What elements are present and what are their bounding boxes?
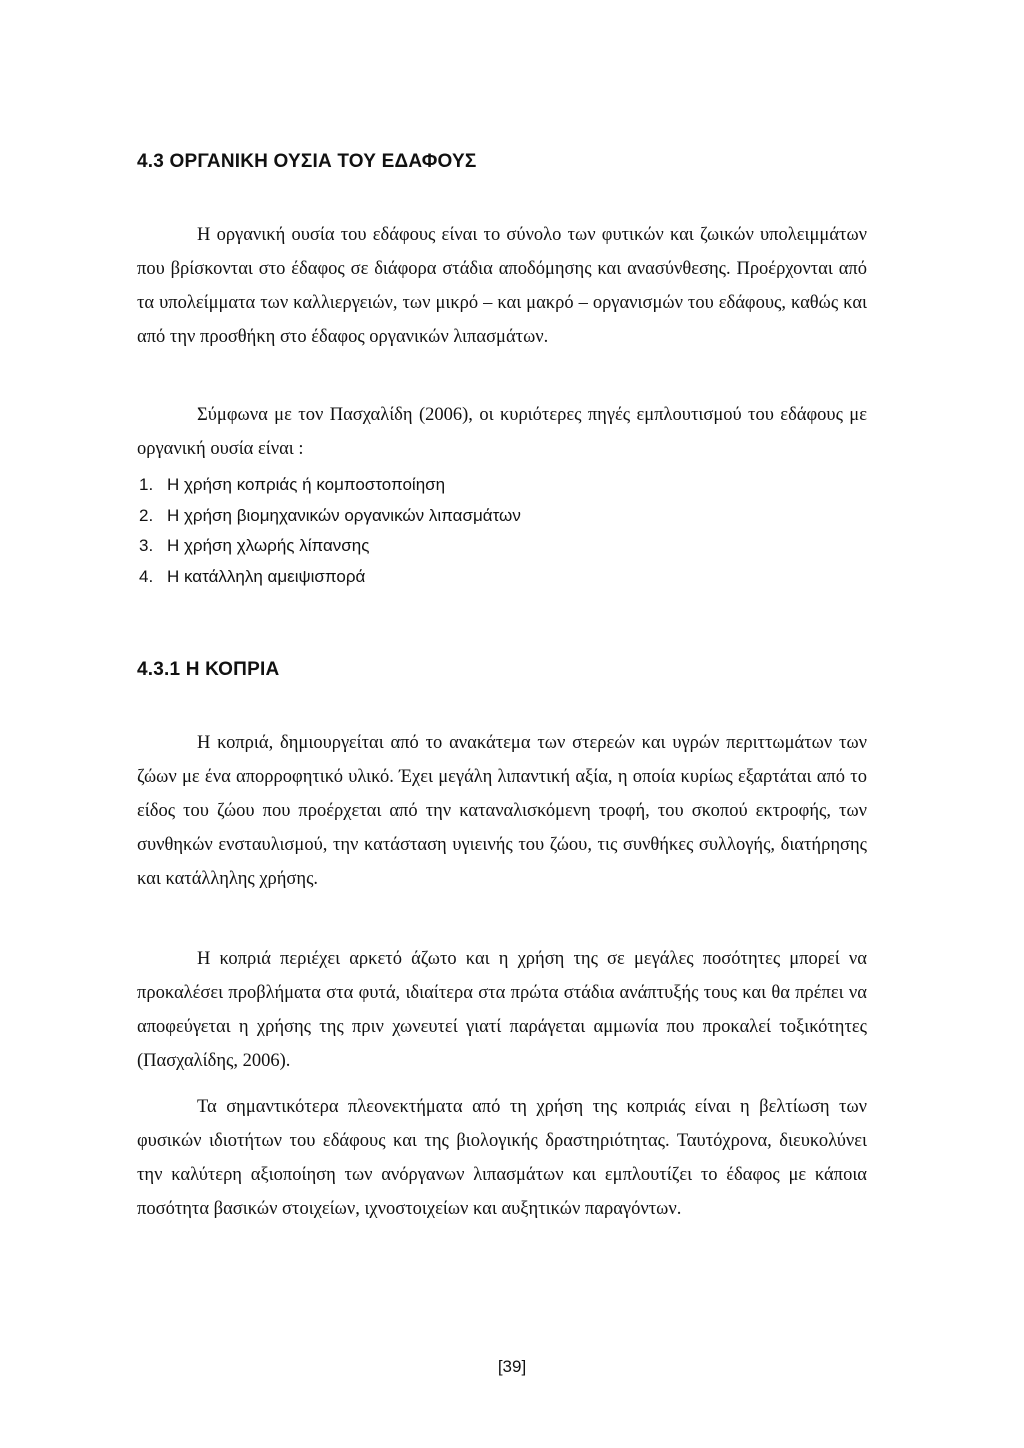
manure-paragraph-2: Η κοπριά περιέχει αρκετό άζωτο και η χρήση της σε μεγάλες ποσότητες μπορεί να προκαλέσει προβλήματα στα φυτά, ιδιαίτερα στα πρώτα στάδια ανάπτυξής τους και θα πρέπει να αποφεύγεται η χρήσης της πριν χωνευτεί γιατί παράγεται αμμωνία που προκαλεί τοξικότητες (Πασχαλίδης, 2006).: [137, 949, 867, 1071]
manure-paragraph-3: Τα σημαντικότερα πλεονεκτήματα από τη χρήση της κοπριάς είναι η βελτίωση των φυσικών ιδιοτήτων του εδάφους και της βιολογικής δραστηριότητας. Ταυτόχρονα, διευκολύνει την καλύτερη αξιοποίηση των ανόργανων λιπασμάτων και εμπλουτίζει το έδαφος με κάποια ποσότητα βασικών στοιχείων, ιχνοστοιχείων και αυξητικών παραγόντων.: [137, 1097, 867, 1219]
list-item: 4. Η κατάλληλη αμειψισπορά: [139, 566, 366, 586]
manure-paragraph-1: Η κοπριά, δημιουργείται από το ανακάτεμα των στερεών και υγρών περιττωμάτων των ζώων με ένα απορροφητικό υλικό. Έχει μεγάλη λιπαντική αξία, η οποία κυρίως εξαρτάται από το είδος του ζώου που προέρχεται από την καταναλισκόμενη τροφή, του σκοπού εκτροφής, των συνθηκών ενσταυλισμού, την κατάσταση υγιεινής του ζώου, τις συνθήκες συλλογής, διατήρησης και κατάλληλης χρήσης.: [137, 733, 867, 889]
page-number: [39]: [497, 1357, 527, 1376]
list-item: 2. Η χρήση βιομηχανικών οργανικών λιπασμάτων: [139, 505, 521, 525]
list-item: 3. Η χρήση χλωρής λίπανσης: [139, 536, 370, 555]
intro-paragraph: Η οργανική ουσία του εδάφους είναι το σύνολο των φυτικών και ζωικών υπολειμμάτων που βρίσκονται στο έδαφος σε διάφορα στάδια αποδόμησης και ανασύνθεσης. Προέρχονται από τα υπολείμματα των καλλιεργειών, των μικρό – και μακρό – οργανισμών του εδάφους, καθώς και από την προσθήκη στο έδαφος οργανικών λιπασμάτων.: [137, 225, 867, 347]
list-item: 1. Η χρήση κοπριάς ή κομποστοποίηση: [139, 475, 446, 494]
subsection-heading: 4.3.1 Η ΚΟΠΡΙΑ: [137, 659, 280, 680]
sources-intro-paragraph: Σύμφωνα με τον Πασχαλίδη (2006), οι κυριότερες πηγές εμπλουτισμού του εδάφους με οργανική ουσία είναι :: [137, 405, 867, 459]
sources-list: [137, 470, 521, 592]
section-heading: 4.3 ΟΡΓΑΝΙΚΗ ΟΥΣΙΑ ΤΟΥ ΕΔΑΦΟΥΣ: [137, 151, 477, 172]
